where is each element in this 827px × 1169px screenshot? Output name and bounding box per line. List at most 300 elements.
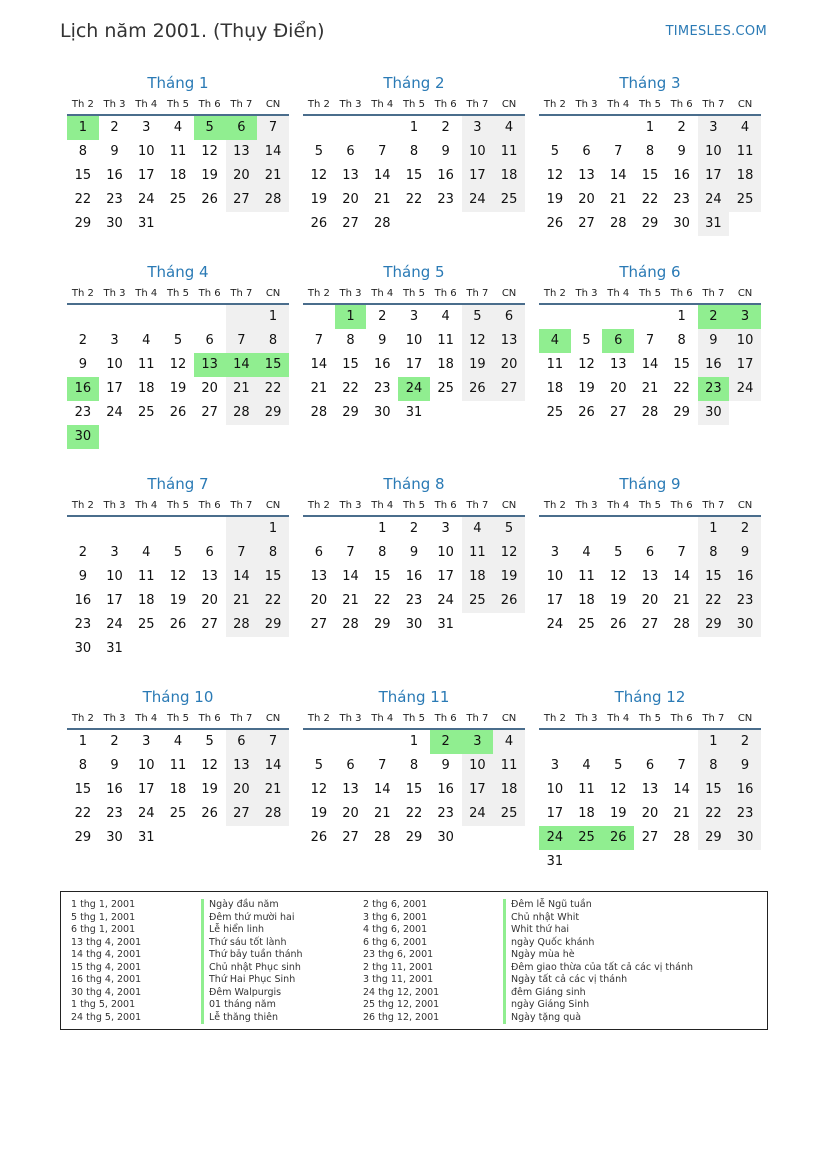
day-cell[interactable]: 11 [462, 541, 494, 565]
day-cell[interactable]: 7 [314, 333, 323, 348]
day-cell[interactable]: 29 [698, 613, 730, 637]
day-cell[interactable]: 13 [310, 569, 328, 584]
day-cell[interactable]: 8 [409, 758, 419, 773]
day-cell[interactable]: 22 [74, 192, 92, 207]
day-cell[interactable]: 3 [409, 309, 419, 324]
day-cell[interactable]: 17 [546, 593, 564, 608]
day-cell[interactable]: 7 [257, 116, 289, 140]
day-cell[interactable]: 23 [74, 405, 92, 420]
day-cell[interactable]: 6 [205, 545, 214, 560]
day-cell[interactable]: 16 [405, 569, 423, 584]
day-cell[interactable]: 7 [645, 333, 655, 348]
day-cell[interactable]: 8 [645, 144, 655, 159]
day-cell[interactable]: 1 [645, 120, 655, 135]
day-cell[interactable]: 17 [137, 782, 155, 797]
day-cell[interactable]: 12 [310, 782, 328, 797]
day-cell[interactable]: 9 [110, 144, 119, 159]
day-cell[interactable]: 19 [493, 565, 525, 589]
day-cell[interactable]: 13 [342, 168, 359, 183]
day-cell[interactable]: 13 [493, 329, 525, 353]
day-cell[interactable]: 26 [169, 405, 187, 420]
day-cell[interactable]: 12 [462, 329, 494, 353]
day-cell[interactable]: 10 [405, 333, 423, 348]
day-cell[interactable]: 24 [137, 192, 155, 207]
day-cell[interactable]: 14 [641, 357, 659, 372]
day-cell[interactable]: 26 [310, 830, 328, 845]
day-cell[interactable]: 15 [405, 782, 423, 797]
day-cell-holiday[interactable]: 5 [194, 116, 226, 140]
day-cell[interactable]: 22 [257, 589, 289, 613]
day-cell[interactable]: 25 [493, 188, 525, 212]
day-cell[interactable]: 16 [106, 168, 123, 183]
day-cell[interactable]: 11 [137, 357, 155, 372]
day-cell[interactable]: 14 [342, 569, 359, 584]
day-cell[interactable]: 20 [609, 381, 627, 396]
day-cell[interactable]: 11 [437, 333, 454, 348]
day-cell[interactable]: 13 [578, 168, 595, 183]
day-cell[interactable]: 23 [729, 802, 761, 826]
day-cell[interactable]: 23 [373, 381, 391, 396]
day-cell[interactable]: 2 [110, 120, 119, 135]
day-cell[interactable]: 24 [137, 806, 155, 821]
day-cell[interactable]: 15 [698, 565, 730, 589]
day-cell[interactable]: 31 [137, 216, 155, 231]
day-cell[interactable]: 17 [462, 778, 494, 802]
day-cell[interactable]: 5 [205, 734, 214, 749]
day-cell[interactable]: 27 [609, 405, 627, 420]
day-cell[interactable]: 10 [546, 569, 564, 584]
day-cell[interactable]: 16 [437, 782, 454, 797]
day-cell[interactable]: 20 [342, 192, 359, 207]
day-cell[interactable]: 7 [226, 329, 258, 353]
day-cell[interactable]: 10 [106, 569, 123, 584]
day-cell[interactable]: 1 [698, 517, 730, 541]
day-cell[interactable]: 30 [106, 216, 123, 231]
day-cell[interactable]: 25 [493, 802, 525, 826]
day-cell[interactable]: 27 [201, 617, 218, 632]
day-cell[interactable]: 14 [673, 782, 690, 797]
day-cell[interactable]: 19 [462, 353, 494, 377]
day-cell[interactable]: 17 [462, 164, 494, 188]
day-cell[interactable]: 12 [201, 144, 218, 159]
day-cell[interactable]: 10 [546, 782, 564, 797]
day-cell[interactable]: 5 [550, 144, 559, 159]
day-cell[interactable]: 1 [698, 730, 730, 754]
day-cell[interactable]: 31 [437, 617, 454, 632]
day-cell[interactable]: 18 [493, 778, 525, 802]
day-cell[interactable]: 17 [546, 806, 564, 821]
day-cell[interactable]: 4 [462, 517, 494, 541]
day-cell[interactable]: 6 [582, 144, 591, 159]
day-cell[interactable]: 23 [74, 617, 92, 632]
day-cell[interactable]: 29 [405, 830, 423, 845]
day-cell[interactable]: 17 [698, 164, 730, 188]
day-cell[interactable]: 20 [310, 593, 328, 608]
day-cell[interactable]: 2 [110, 734, 119, 749]
day-cell[interactable]: 7 [226, 541, 258, 565]
day-cell[interactable]: 22 [257, 377, 289, 401]
day-cell[interactable]: 10 [462, 754, 494, 778]
day-cell[interactable]: 17 [106, 593, 123, 608]
day-cell[interactable]: 20 [226, 778, 258, 802]
day-cell-holiday[interactable]: 30 [67, 425, 99, 449]
day-cell-holiday[interactable]: 3 [462, 730, 494, 754]
day-cell[interactable]: 22 [641, 192, 659, 207]
day-cell[interactable]: 30 [106, 830, 123, 845]
day-cell[interactable]: 16 [729, 565, 761, 589]
day-cell[interactable]: 26 [310, 216, 328, 231]
day-cell[interactable]: 7 [677, 545, 686, 560]
day-cell[interactable]: 13 [609, 357, 627, 372]
day-cell[interactable]: 12 [609, 782, 627, 797]
day-cell[interactable]: 29 [698, 826, 730, 850]
day-cell[interactable]: 11 [578, 782, 595, 797]
day-cell[interactable]: 9 [409, 545, 419, 560]
day-cell[interactable]: 28 [673, 830, 690, 845]
day-cell-holiday[interactable]: 2 [430, 730, 462, 754]
day-cell[interactable]: 14 [257, 140, 289, 164]
day-cell[interactable]: 5 [173, 333, 183, 348]
day-cell[interactable]: 26 [578, 405, 595, 420]
day-cell[interactable]: 7 [378, 758, 387, 773]
day-cell[interactable]: 6 [346, 144, 355, 159]
day-cell[interactable]: 4 [493, 730, 525, 754]
day-cell[interactable]: 1 [409, 120, 419, 135]
day-cell[interactable]: 26 [462, 377, 494, 401]
day-cell[interactable]: 6 [226, 730, 258, 754]
day-cell-holiday[interactable]: 2 [698, 305, 730, 329]
day-cell-holiday[interactable]: 13 [194, 353, 226, 377]
day-cell[interactable]: 31 [698, 212, 730, 236]
day-cell[interactable]: 25 [137, 617, 155, 632]
day-cell[interactable]: 20 [201, 381, 218, 396]
day-cell[interactable]: 29 [257, 401, 289, 425]
day-cell[interactable]: 14 [673, 569, 690, 584]
day-cell[interactable]: 10 [462, 140, 494, 164]
day-cell[interactable]: 25 [462, 589, 494, 613]
day-cell[interactable]: 12 [578, 357, 595, 372]
day-cell[interactable]: 29 [257, 613, 289, 637]
day-cell[interactable]: 4 [142, 333, 151, 348]
day-cell[interactable]: 14 [257, 754, 289, 778]
day-cell[interactable]: 4 [142, 545, 151, 560]
day-cell[interactable]: 14 [373, 782, 391, 797]
day-cell[interactable]: 9 [110, 758, 119, 773]
day-cell[interactable]: 9 [78, 569, 87, 584]
day-cell[interactable]: 12 [609, 569, 627, 584]
day-cell[interactable]: 19 [310, 192, 328, 207]
day-cell[interactable]: 30 [437, 830, 454, 845]
day-cell[interactable]: 1 [78, 734, 87, 749]
day-cell[interactable]: 22 [74, 806, 92, 821]
day-cell[interactable]: 20 [641, 806, 659, 821]
day-cell[interactable]: 27 [342, 830, 359, 845]
day-cell[interactable]: 15 [673, 357, 690, 372]
day-cell[interactable]: 21 [373, 192, 391, 207]
day-cell[interactable]: 27 [310, 617, 328, 632]
day-cell[interactable]: 11 [578, 569, 595, 584]
day-cell[interactable]: 29 [74, 830, 92, 845]
day-cell[interactable]: 28 [257, 802, 289, 826]
day-cell[interactable]: 18 [437, 357, 454, 372]
day-cell[interactable]: 21 [609, 192, 627, 207]
day-cell[interactable]: 26 [546, 216, 564, 231]
day-cell[interactable]: 28 [373, 216, 391, 231]
day-cell[interactable]: 6 [205, 333, 214, 348]
day-cell[interactable]: 3 [462, 116, 494, 140]
day-cell[interactable]: 30 [74, 641, 92, 656]
day-cell[interactable]: 21 [257, 164, 289, 188]
day-cell-holiday[interactable]: 23 [698, 377, 730, 401]
day-cell[interactable]: 25 [437, 381, 454, 396]
day-cell[interactable]: 23 [437, 192, 454, 207]
day-cell[interactable]: 1 [378, 521, 387, 536]
day-cell[interactable]: 16 [437, 168, 454, 183]
day-cell[interactable]: 12 [546, 168, 564, 183]
day-cell[interactable]: 6 [645, 758, 655, 773]
day-cell[interactable]: 6 [645, 545, 655, 560]
day-cell[interactable]: 11 [169, 144, 187, 159]
day-cell[interactable]: 24 [462, 188, 494, 212]
day-cell[interactable]: 17 [437, 569, 454, 584]
day-cell[interactable]: 15 [698, 778, 730, 802]
day-cell[interactable]: 12 [310, 168, 328, 183]
day-cell[interactable]: 17 [729, 353, 761, 377]
day-cell[interactable]: 18 [546, 381, 564, 396]
day-cell[interactable]: 13 [201, 569, 218, 584]
day-cell[interactable]: 13 [342, 782, 359, 797]
day-cell[interactable]: 9 [441, 144, 450, 159]
day-cell[interactable]: 7 [378, 144, 387, 159]
day-cell[interactable]: 6 [314, 545, 323, 560]
day-cell-holiday[interactable]: 3 [729, 305, 761, 329]
day-cell[interactable]: 7 [677, 758, 686, 773]
day-cell[interactable]: 28 [226, 613, 258, 637]
day-cell[interactable]: 5 [173, 545, 183, 560]
day-cell[interactable]: 20 [342, 806, 359, 821]
day-cell[interactable]: 14 [609, 168, 627, 183]
day-cell[interactable]: 8 [257, 329, 289, 353]
day-cell[interactable]: 9 [78, 357, 87, 372]
day-cell[interactable]: 27 [578, 216, 595, 231]
day-cell[interactable]: 27 [641, 830, 659, 845]
day-cell[interactable]: 18 [578, 806, 595, 821]
day-cell[interactable]: 24 [437, 593, 454, 608]
day-cell[interactable]: 11 [169, 758, 187, 773]
day-cell[interactable]: 31 [106, 641, 123, 656]
day-cell[interactable]: 9 [729, 541, 761, 565]
day-cell[interactable]: 19 [546, 192, 564, 207]
day-cell[interactable]: 26 [493, 589, 525, 613]
day-cell[interactable]: 19 [169, 593, 187, 608]
day-cell[interactable]: 18 [137, 381, 155, 396]
day-cell[interactable]: 17 [106, 381, 123, 396]
day-cell[interactable]: 10 [729, 329, 761, 353]
day-cell[interactable]: 23 [437, 806, 454, 821]
day-cell[interactable]: 2 [677, 120, 686, 135]
day-cell[interactable]: 27 [226, 802, 258, 826]
day-cell[interactable]: 2 [441, 120, 450, 135]
day-cell[interactable]: 15 [74, 782, 92, 797]
day-cell[interactable]: 7 [614, 144, 623, 159]
day-cell[interactable]: 3 [142, 734, 151, 749]
day-cell[interactable]: 25 [169, 806, 187, 821]
day-cell[interactable]: 18 [169, 782, 187, 797]
day-cell[interactable]: 18 [493, 164, 525, 188]
day-cell[interactable]: 31 [546, 854, 564, 869]
day-cell[interactable]: 28 [310, 405, 328, 420]
day-cell[interactable]: 21 [257, 778, 289, 802]
day-cell[interactable]: 15 [342, 357, 359, 372]
day-cell[interactable]: 30 [373, 405, 391, 420]
day-cell[interactable]: 18 [462, 565, 494, 589]
day-cell-holiday[interactable]: 14 [226, 353, 258, 377]
day-cell[interactable]: 15 [257, 565, 289, 589]
day-cell[interactable]: 11 [137, 569, 155, 584]
day-cell[interactable]: 19 [169, 381, 187, 396]
day-cell[interactable]: 4 [582, 758, 591, 773]
day-cell[interactable]: 7 [257, 730, 289, 754]
day-cell[interactable]: 18 [169, 168, 187, 183]
day-cell[interactable]: 22 [698, 589, 730, 613]
day-cell[interactable]: 23 [106, 806, 123, 821]
day-cell[interactable]: 16 [74, 593, 92, 608]
day-cell[interactable]: 4 [173, 734, 183, 749]
day-cell-holiday[interactable]: 25 [571, 826, 603, 850]
day-cell[interactable]: 8 [698, 754, 730, 778]
day-cell[interactable]: 21 [673, 806, 690, 821]
day-cell[interactable]: 16 [106, 782, 123, 797]
day-cell[interactable]: 30 [729, 613, 761, 637]
day-cell[interactable]: 27 [201, 405, 218, 420]
day-cell[interactable]: 27 [493, 377, 525, 401]
day-cell-holiday[interactable]: 4 [539, 329, 571, 353]
day-cell[interactable]: 8 [346, 333, 355, 348]
day-cell[interactable]: 9 [729, 754, 761, 778]
day-cell-holiday[interactable]: 6 [602, 329, 634, 353]
day-cell[interactable]: 3 [142, 120, 151, 135]
day-cell[interactable]: 21 [226, 377, 258, 401]
day-cell[interactable]: 3 [550, 545, 559, 560]
day-cell[interactable]: 8 [378, 545, 387, 560]
day-cell-holiday[interactable]: 24 [539, 826, 571, 850]
day-cell[interactable]: 19 [201, 782, 218, 797]
day-cell[interactable]: 29 [641, 216, 659, 231]
day-cell[interactable]: 6 [346, 758, 355, 773]
day-cell[interactable]: 16 [729, 778, 761, 802]
day-cell[interactable]: 30 [698, 401, 730, 425]
day-cell[interactable]: 19 [609, 806, 627, 821]
day-cell[interactable]: 3 [110, 545, 119, 560]
day-cell[interactable]: 8 [257, 541, 289, 565]
day-cell[interactable]: 12 [201, 758, 218, 773]
day-cell[interactable]: 15 [641, 168, 659, 183]
day-cell[interactable]: 10 [137, 144, 155, 159]
day-cell[interactable]: 25 [578, 617, 595, 632]
day-cell[interactable]: 28 [673, 617, 690, 632]
day-cell[interactable]: 17 [405, 357, 423, 372]
day-cell[interactable]: 29 [673, 405, 690, 420]
day-cell[interactable]: 8 [78, 758, 87, 773]
day-cell[interactable]: 12 [169, 569, 187, 584]
day-cell[interactable]: 10 [437, 545, 454, 560]
day-cell[interactable]: 13 [226, 754, 258, 778]
day-cell[interactable]: 29 [74, 216, 92, 231]
day-cell[interactable]: 30 [729, 826, 761, 850]
day-cell[interactable]: 3 [698, 116, 730, 140]
day-cell[interactable]: 22 [698, 802, 730, 826]
day-cell[interactable]: 4 [582, 545, 591, 560]
day-cell[interactable]: 2 [378, 309, 387, 324]
day-cell[interactable]: 14 [373, 168, 391, 183]
day-cell[interactable]: 30 [673, 216, 690, 231]
day-cell[interactable]: 11 [493, 754, 525, 778]
day-cell[interactable]: 21 [373, 806, 391, 821]
day-cell[interactable]: 5 [314, 144, 323, 159]
day-cell[interactable]: 19 [201, 168, 218, 183]
day-cell[interactable]: 9 [698, 329, 730, 353]
site-link[interactable]: TIMESLES.COM [665, 24, 767, 39]
day-cell[interactable]: 21 [673, 593, 690, 608]
day-cell[interactable]: 8 [677, 333, 686, 348]
day-cell[interactable]: 23 [405, 593, 423, 608]
day-cell[interactable]: 27 [641, 617, 659, 632]
day-cell[interactable]: 18 [729, 164, 761, 188]
day-cell[interactable]: 4 [729, 116, 761, 140]
day-cell-holiday[interactable]: 1 [335, 305, 367, 329]
day-cell[interactable]: 22 [342, 381, 359, 396]
day-cell-holiday[interactable]: 26 [602, 826, 634, 850]
day-cell[interactable]: 8 [698, 541, 730, 565]
day-cell[interactable]: 10 [137, 758, 155, 773]
day-cell[interactable]: 19 [578, 381, 595, 396]
day-cell[interactable]: 13 [641, 782, 659, 797]
day-cell[interactable]: 23 [729, 589, 761, 613]
day-cell[interactable]: 10 [698, 140, 730, 164]
day-cell[interactable]: 20 [578, 192, 595, 207]
day-cell[interactable]: 19 [609, 593, 627, 608]
day-cell[interactable]: 19 [310, 806, 328, 821]
day-cell[interactable]: 3 [550, 758, 559, 773]
day-cell[interactable]: 26 [201, 192, 218, 207]
day-cell-holiday[interactable]: 24 [398, 377, 430, 401]
day-cell-holiday[interactable]: 16 [67, 377, 99, 401]
day-cell[interactable]: 9 [378, 333, 387, 348]
day-cell[interactable]: 15 [405, 168, 423, 183]
day-cell[interactable]: 31 [137, 830, 155, 845]
day-cell[interactable]: 2 [729, 730, 761, 754]
day-cell[interactable]: 5 [614, 758, 623, 773]
day-cell[interactable]: 3 [441, 521, 450, 536]
day-cell[interactable]: 7 [346, 545, 355, 560]
day-cell[interactable]: 16 [698, 353, 730, 377]
day-cell[interactable]: 20 [641, 593, 659, 608]
day-cell[interactable]: 28 [226, 401, 258, 425]
day-cell[interactable]: 28 [373, 830, 391, 845]
day-cell[interactable]: 13 [641, 569, 659, 584]
day-cell[interactable]: 20 [226, 164, 258, 188]
day-cell[interactable]: 20 [201, 593, 218, 608]
day-cell[interactable]: 11 [729, 140, 761, 164]
day-cell[interactable]: 2 [78, 333, 87, 348]
day-cell[interactable]: 24 [462, 802, 494, 826]
day-cell[interactable]: 23 [673, 192, 690, 207]
day-cell[interactable]: 24 [546, 617, 564, 632]
day-cell[interactable]: 2 [729, 517, 761, 541]
day-cell[interactable]: 4 [441, 309, 450, 324]
day-cell[interactable]: 22 [373, 593, 391, 608]
day-cell[interactable]: 27 [342, 216, 359, 231]
